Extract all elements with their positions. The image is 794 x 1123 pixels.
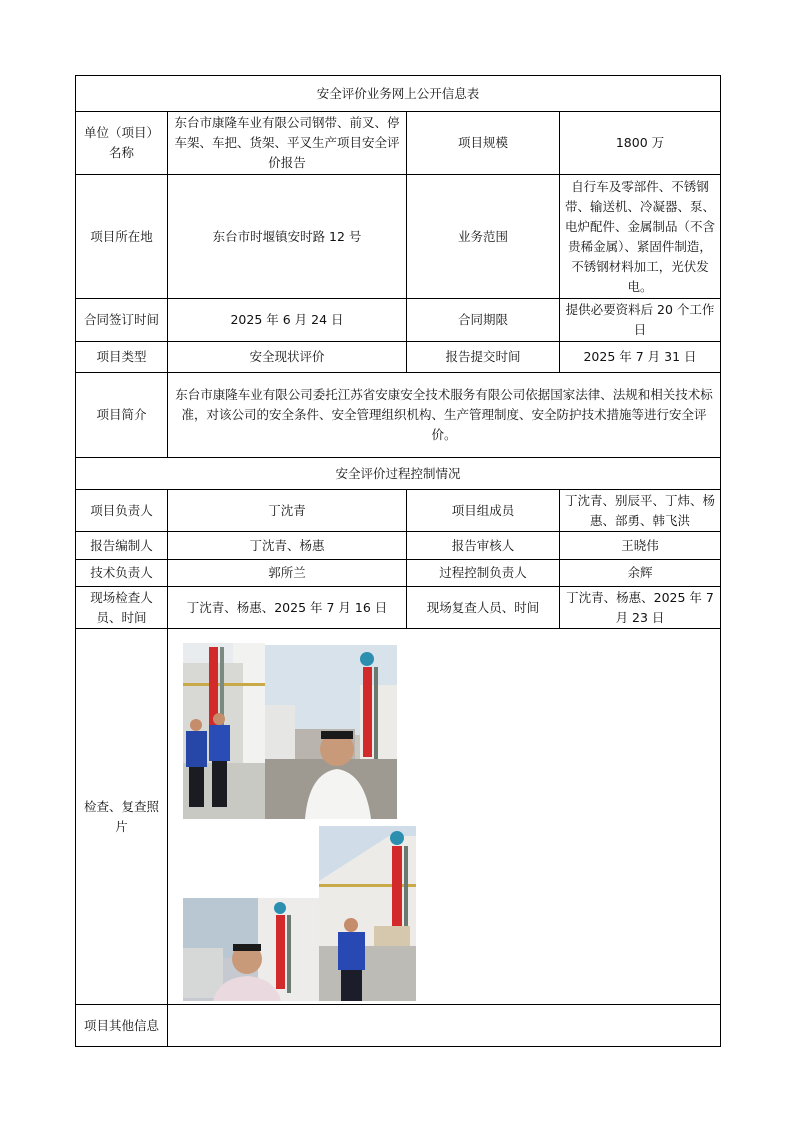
business-scope-label: 业务范围 bbox=[407, 175, 560, 299]
business-scope-value: 自行车及零部件、不锈钢带、输送机、冷凝器、泵、电炉配件、金属制品（不含贵稀金属）、紧固件制造，不锈钢材料加工，光伏发电。 bbox=[560, 175, 721, 299]
project-type-label: 项目类型 bbox=[76, 342, 168, 373]
inspection-photo-2 bbox=[265, 645, 397, 819]
report-editor-label: 报告编制人 bbox=[76, 532, 168, 560]
project-scale-value: 1800 万 bbox=[560, 112, 721, 175]
photos-cell bbox=[168, 629, 721, 1005]
photo-image-icon bbox=[183, 643, 265, 819]
unit-name-label: 单位（项目）名称 bbox=[76, 112, 168, 175]
team-members-label: 项目组成员 bbox=[407, 490, 560, 532]
report-reviewer-value: 王晓伟 bbox=[560, 532, 721, 560]
table-row bbox=[76, 373, 721, 458]
site-recheck-value: 丁沈青、杨惠、2025 年 7 月 23 日 bbox=[560, 587, 721, 629]
table-row bbox=[76, 532, 721, 560]
photo-image-icon bbox=[319, 826, 416, 1001]
title-row bbox=[76, 76, 721, 112]
photos-row bbox=[76, 629, 721, 1005]
intro-label: 项目简介 bbox=[76, 373, 168, 458]
table-title: 安全评价业务网上公开信息表 bbox=[76, 76, 721, 112]
report-submit-label: 报告提交时间 bbox=[407, 342, 560, 373]
location-label: 项目所在地 bbox=[76, 175, 168, 299]
table-row bbox=[76, 1005, 721, 1047]
site-inspection-value: 丁沈青、杨惠、2025 年 7 月 16 日 bbox=[168, 587, 407, 629]
inspection-photo-1 bbox=[183, 643, 265, 819]
tech-leader-label: 技术负责人 bbox=[76, 560, 168, 587]
contract-term-value: 提供必要资料后 20 个工作日 bbox=[560, 299, 721, 342]
photo-image-icon bbox=[265, 645, 397, 819]
table-row bbox=[76, 175, 721, 299]
unit-name-value: 东台市康隆车业有限公司钢带、前叉、停车架、车把、货架、平叉生产项目安全评价报告 bbox=[168, 112, 407, 175]
site-inspection-label: 现场检查人员、时间 bbox=[76, 587, 168, 629]
tech-leader-value: 郭所兰 bbox=[168, 560, 407, 587]
project-leader-label: 项目负责人 bbox=[76, 490, 168, 532]
table-row bbox=[76, 299, 721, 342]
public-info-table bbox=[75, 75, 721, 1047]
contract-date-value: 2025 年 6 月 24 日 bbox=[168, 299, 407, 342]
other-info-value bbox=[168, 1005, 721, 1047]
report-submit-value: 2025 年 7 月 31 日 bbox=[560, 342, 721, 373]
site-recheck-label: 现场复查人员、时间 bbox=[407, 587, 560, 629]
project-scale-label: 项目规模 bbox=[407, 112, 560, 175]
photo-gallery bbox=[168, 629, 720, 1004]
table-row bbox=[76, 560, 721, 587]
table-row bbox=[76, 587, 721, 629]
intro-value: 东台市康隆车业有限公司委托江苏省安康安全技术服务有限公司依据国家法律、法规和相关技术标准，对该公司的安全条件、安全管理组织机构、生产管理制度、安全防护技术措施等进行安全评价。 bbox=[168, 373, 721, 458]
table-row bbox=[76, 342, 721, 373]
recheck-photo-1 bbox=[183, 898, 319, 1001]
process-control-label: 过程控制负责人 bbox=[407, 560, 560, 587]
contract-term-label: 合同期限 bbox=[407, 299, 560, 342]
process-section-title: 安全评价过程控制情况 bbox=[76, 458, 721, 490]
contract-date-label: 合同签订时间 bbox=[76, 299, 168, 342]
section-header-row bbox=[76, 458, 721, 490]
photo-image-icon bbox=[183, 898, 319, 1001]
other-info-label: 项目其他信息 bbox=[76, 1005, 168, 1047]
project-leader-value: 丁沈青 bbox=[168, 490, 407, 532]
location-value: 东台市时堰镇安时路 12 号 bbox=[168, 175, 407, 299]
report-reviewer-label: 报告审核人 bbox=[407, 532, 560, 560]
photos-label: 检查、复查照片 bbox=[76, 629, 168, 1005]
report-editor-value: 丁沈青、杨惠 bbox=[168, 532, 407, 560]
project-type-value: 安全现状评价 bbox=[168, 342, 407, 373]
team-members-value: 丁沈青、别辰平、丁炜、杨惠、部勇、韩飞洪 bbox=[560, 490, 721, 532]
recheck-photo-2 bbox=[319, 826, 416, 1001]
process-control-value: 余辉 bbox=[560, 560, 721, 587]
table-row bbox=[76, 112, 721, 175]
table-row bbox=[76, 490, 721, 532]
